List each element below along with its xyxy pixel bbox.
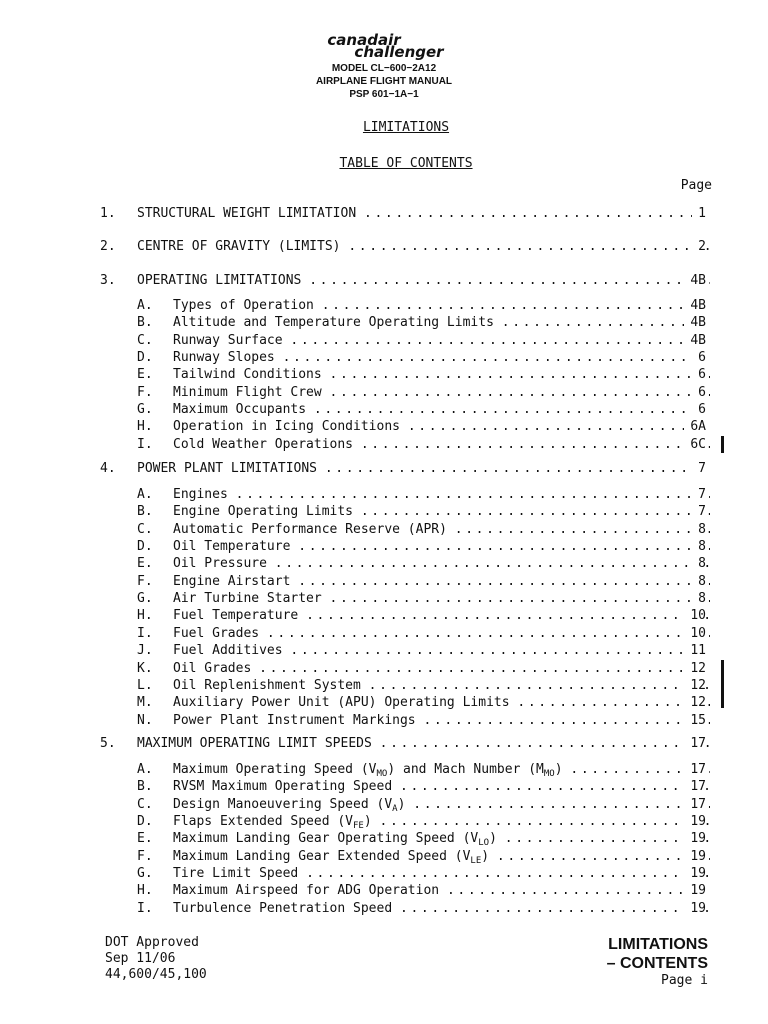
toc-subsection-row [100,486,710,503]
subsection-title: Fuel Additives . . . [173,642,710,659]
subsection-letter: F. [137,573,153,589]
model-label: MODEL CL−600−2A12 [331,63,437,74]
subsection-page: 7 [692,503,706,520]
section-page: 1 [692,205,706,222]
subsection-letter: D. [137,350,153,366]
subscript: LE [470,855,482,865]
section-title: CENTRE OF GRAVITY (LIMITS) . . . [137,238,710,255]
subsection-letter: A. [137,298,153,313]
subsection-page: 11 [684,642,706,659]
subsection-letter: L. [137,677,153,693]
toc-subsection-row [100,778,710,795]
page-number: Page i [661,973,708,988]
subsection-letter: G. [137,866,153,882]
toc-subsection-row [100,900,710,917]
toc-section-row [100,272,710,289]
subsection-page: 6 [692,384,706,401]
toc-subsection-row [100,642,710,659]
subsection-letter: M. [137,695,153,711]
footer-title-block [607,935,708,989]
page-column-label: Page [680,178,712,193]
subsection-page: 10 [684,607,706,624]
subsection-title: Operation in Icing Conditions . . . [173,418,710,435]
subsection-letter: B. [137,315,153,331]
subsection-title: Maximum Landing Gear Extended Speed $(V_{LE})$ . . . [173,848,710,865]
subsection-title: Minimum Flight Crew . . . [173,384,710,401]
subsection-letter: A. [137,762,153,777]
subsection-letter: E. [137,367,153,383]
subsection-letter: D. [137,539,153,555]
toc-subsection-row [100,882,710,899]
subsection-page: 4B [684,314,706,331]
section-title: OPERATING LIMITATIONS . . . [137,272,710,289]
subsection-page: 10 [684,625,706,642]
subsection-page: 19 [684,882,706,899]
subsection-letter: J. [137,643,153,659]
subsection-title: Runway Surface . . . [173,332,710,349]
subsection-page: 19 [684,900,706,917]
subsection-title: Power Plant Instrument Markings . . . [173,712,710,729]
subsection-page: 6 [692,349,706,366]
toc-section-row [100,460,710,477]
subsection-letter: B. [137,779,153,795]
subsection-title: Flaps Extended Speed $(V_{FE})$ . . . [173,813,710,830]
subsection-title: Oil Replenishment System . . . [173,677,710,694]
document-code: 44,600/45,100 [105,967,207,982]
toc-subsection-row [100,865,710,882]
section-number: 1. [100,206,116,221]
toc-subsection-row [100,521,710,538]
subsection-title: Air Turbine Starter . . . [173,590,710,607]
subsection-title: Maximum Landing Gear Operating Speed $(V_{LO})$ . . . [173,830,710,847]
toc-subsection-row [100,848,710,865]
subsection-page: 17 [684,796,706,813]
subsection-title: Altitude and Temperature Operating Limits . . . [173,314,710,331]
subsection-letter: C. [137,521,153,537]
subsection-title: Fuel Temperature . . . [173,607,710,624]
canadair-challenger-logo [0,31,768,61]
subsection-letter: E. [137,556,153,572]
toc-section-row [100,735,710,752]
subsection-letter: I. [137,900,153,916]
subsection-page: 15 [684,712,706,729]
subsection-title: Maximum Occupants . . . [173,401,710,418]
subsection-letter: H. [137,419,153,435]
subsection-letter: K. [137,660,153,676]
toc-subsection-row [100,590,710,607]
subsection-page: 6 [692,366,706,383]
manual-label: AIRPLANE FLIGHT MANUAL [315,76,453,87]
toc-subsection-row [100,694,710,711]
subsection-title: Runway Slopes . . . [173,349,710,366]
subsection-title: Cold Weather Operations . . . [173,436,710,453]
subsection-page: 8 [692,573,706,590]
subsection-page: 12 [684,677,706,694]
subsection-letter: D. [137,814,153,830]
toc-subsection-row [100,830,710,847]
subsection-letter: H. [137,883,153,899]
toc-subsection-row [100,677,710,694]
toc-subsection-row [100,813,710,830]
logo-line-canadair: canadair [327,31,401,49]
toc-subsection-row [100,796,710,813]
toc-section-row [100,205,710,222]
subscript: FE [353,821,364,831]
toc-section-row [100,238,710,255]
toc-subsection-row [100,366,710,383]
section-page: 7 [692,460,706,477]
subsection-title: Turbulence Penetration Speed . . . [173,900,710,917]
section-title: POWER PLANT LIMITATIONS . . . [137,460,710,477]
subsection-letter: I. [137,436,153,452]
toc-subsection-row [100,555,710,572]
toc-subsection-row [100,418,710,435]
subsection-letter: H. [137,608,153,624]
section-number: 4. [100,461,116,476]
approval-text: DOT Approved [105,935,199,950]
toc-subsection-row [100,332,710,349]
subsection-page: 4B [684,332,706,349]
toc-subsection-row [100,660,710,677]
section-title: MAXIMUM OPERATING LIMIT SPEEDS . . . [137,735,710,752]
subsection-title: Maximum Operating Speed $(V_{MO})$ and Mach Number $(M_{MO})$ . . . [173,761,710,778]
section-page: 4B [684,272,706,289]
subsection-title: Engine Airstart . . . [173,573,710,590]
subsection-letter: G. [137,591,153,607]
subsection-page: 8 [692,538,706,555]
subsection-letter: N. [137,712,153,728]
subscript: LO [478,838,490,848]
section-page: 2 [692,238,706,255]
subsection-title: Engine Operating Limits . . . [173,503,710,520]
subsection-page: 6 [692,401,706,418]
subscript: MO [376,769,388,778]
toc-subsection-row [100,625,710,642]
subsection-page: 6A [684,418,706,435]
issue-date: Sep 11/06 [105,951,176,966]
subsection-letter: A. [137,487,153,502]
section-title: LIMITATIONS [362,120,450,135]
subsection-letter: I. [137,625,153,641]
subscript: A [392,803,398,813]
subsection-title: Engines . . . [173,486,710,503]
subsection-title: RVSM Maximum Operating Speed . . . [173,778,710,795]
toc-subsection-row [100,349,710,366]
revision-bar [721,660,724,708]
subsection-page: 17 [684,761,706,778]
subsection-title: Oil Grades . . . [173,660,710,677]
subsection-title: Types of Operation . . . [173,297,710,314]
section-number: 2. [100,239,116,254]
subsection-title: Automatic Performance Reserve (APR) . . . [173,521,710,538]
subsection-letter: F. [137,848,153,864]
subsection-letter: F. [137,384,153,400]
subscript: MO [543,769,555,778]
subsection-title: Auxiliary Power Unit (APU) Operating Limits . . . [173,694,710,711]
toc-title: TABLE OF CONTENTS [339,156,473,171]
toc-subsection-row [100,712,710,729]
subsection-title: Fuel Grades . . . [173,625,710,642]
toc-subsection-row [100,436,710,453]
subsection-letter: B. [137,504,153,520]
subsection-page: 6C [684,436,706,453]
toc-subsection-row [100,297,710,314]
toc-subsection-row [100,401,710,418]
footer-approval-block [105,935,207,983]
subsection-page: 7 [692,486,706,503]
toc-subsection-row [100,538,710,555]
subsection-page: 12 [684,694,706,711]
section-page: 17 [684,735,706,752]
subsection-letter: E. [137,831,153,847]
section-title: STRUCTURAL WEIGHT LIMITATION . . . [137,205,710,222]
toc-subsection-row [100,503,710,520]
subsection-title: Tailwind Conditions . . . [173,366,710,383]
subsection-letter: G. [137,402,153,418]
subsection-page: 8 [692,555,706,572]
subsection-page: 19 [684,813,706,830]
subsection-title: Maximum Airspeed for ADG Operation . . . [173,882,710,899]
toc-subsection-row [100,761,710,778]
subsection-page: 8 [692,590,706,607]
subsection-page: 17 [684,778,706,795]
subsection-page: 12 [684,660,706,677]
footer-title-line2: – CONTENTS [606,955,708,972]
toc-subsection-row [100,573,710,590]
subsection-title: Design Manoeuvering Speed $(V_A)$ . . . [173,796,710,813]
toc-subsection-row [100,607,710,624]
subsection-letter: C. [137,796,153,812]
subsection-page: 4B [684,297,706,314]
revision-bar [721,436,724,453]
subsection-title: Tire Limit Speed . . . [173,865,710,882]
toc-subsection-row [100,314,710,331]
section-number: 3. [100,273,116,288]
toc-subsection-row [100,384,710,401]
subsection-letter: C. [137,332,153,348]
subsection-page: 8 [692,521,706,538]
psp-label: PSP 601−1A−1 [349,89,419,100]
subsection-page: 19 [684,830,706,847]
footer-title-line1: LIMITATIONS [608,936,708,953]
subsection-title: Oil Temperature . . . [173,538,710,555]
logo-line-challenger: challenger [354,43,444,61]
section-number: 5. [100,736,116,751]
subsection-page: 19 [684,848,706,865]
subsection-page: 19 [684,865,706,882]
subsection-title: Oil Pressure . . . [173,555,710,572]
